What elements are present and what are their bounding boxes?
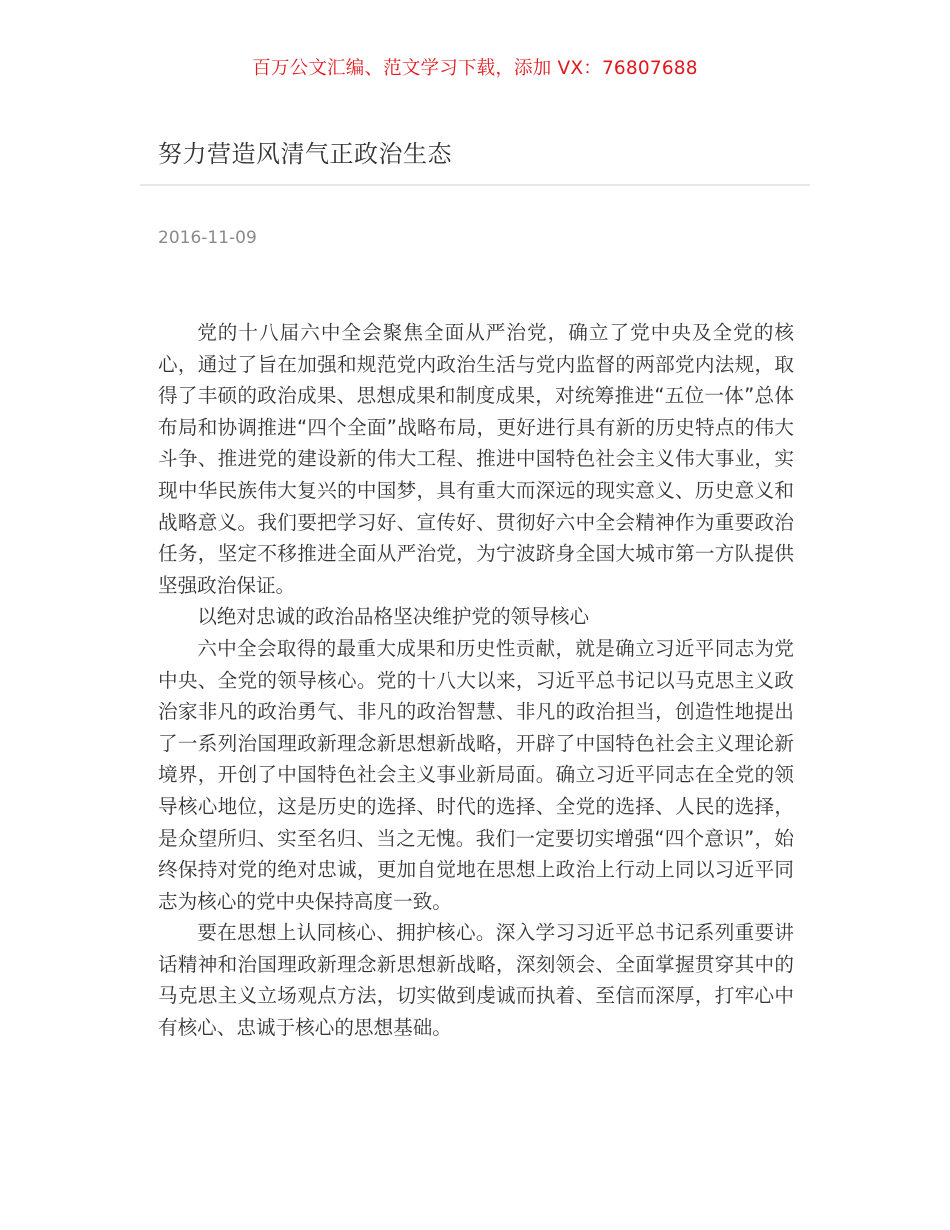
- title-divider: [140, 184, 810, 186]
- publish-date: 2016-11-09: [158, 228, 257, 248]
- article-title: 努力营造风清气正政治生态: [158, 140, 452, 168]
- paragraph-ideology: 要在思想上认同核心、拥护核心。深入学习习近平总书记系列重要讲话精神和治国理政新理念新思想新战略，深刻领会、全面掌握贯穿其中的马克思主义立场观点方法，切实做到虔诚而执着、至信而深厚，打牢心中有核心、忠诚于核心的思想基础。: [158, 921, 794, 1040]
- promo-banner: 百万公文汇编、范文学习下载，添加 VX：76807688: [252, 58, 698, 79]
- paragraph-intro: 党的十八届六中全会聚焦全面从严治党，确立了党中央及全党的核心，通过了旨在加强和规范党内政治生活与党内监督的两部党内法规，取得了丰硕的政治成果、思想成果和制度成果，对统筹推进“五位一体”总体布局和协调推进“四个全面”战略布局，更好进行具有新的历史特点的伟大斗争、推进党的建设新的伟大工程、推进中国特色社会主义伟大事业，实现中华民族伟大复兴的中国梦，具有重大而深远的现实意义、历史意义和战略意义。我们要把学习好、宣传好、贯彻好六中全会精神作为重要政治任务，坚定不移推进全面从严治党，为宁波跻身全国大城市第一方队提供坚强政治保证。: [158, 321, 794, 597]
- section-heading: 以绝对忠诚的政治品格坚决维护党的领导核心: [197, 605, 590, 629]
- paragraph-core: 六中全会取得的最重大成果和历史性贡献，就是确立习近平同志为党中央、全党的领导核心。党的十八大以来，习近平总书记以马克思主义政治家非凡的政治勇气、非凡的政治智慧、非凡的政治担当，创造性地提出了一系列治国理政新理念新思想新战略，开辟了中国特色社会主义理论新境界，开创了中国特色社会主义事业新局面。确立习近平同志在全党的领导核心地位，这是历史的选择、时代的选择、全党的选择、人民的选择，是众望所归、实至名归、当之无愧。我们一定要切实增强“四个意识”，始终保持对党的绝对忠诚，更加自觉地在思想上政治上行动上同以习近平同志为核心的党中央保持高度一致。: [158, 636, 794, 913]
- article-body: [158, 317, 794, 1044]
